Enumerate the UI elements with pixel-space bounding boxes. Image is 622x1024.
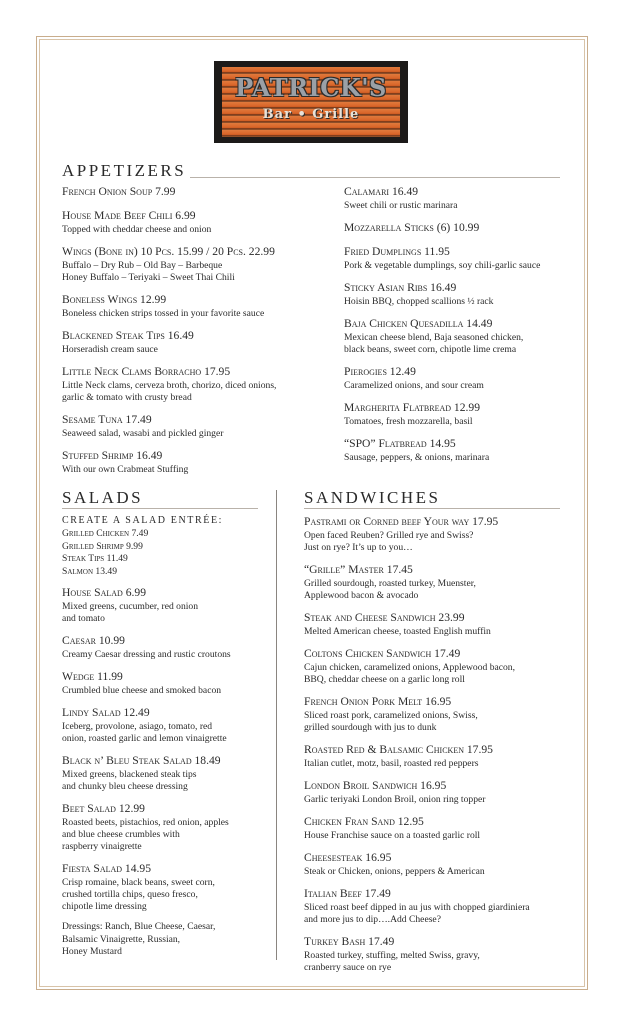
description-line: raspberry vinaigrette <box>62 841 142 852</box>
salads-heading: SALADS <box>62 488 144 507</box>
menu-item-name: Pastrami or Corned beef Your way 17.95 <box>304 515 499 528</box>
menu-item-name: Fiesta Salad 14.95 <box>62 862 152 875</box>
menu-item <box>62 328 324 356</box>
menu-item-name: Margherita Flatbread 12.99 <box>344 401 480 414</box>
description-line: and blue cheese crumbles with <box>62 829 180 840</box>
description-line: grilled sourdough with jus to dunk <box>304 722 437 733</box>
menu-item-name: Black n’ Bleu Steak Salad 18.49 <box>62 754 221 767</box>
description-line: Caramelized onions, and sour cream <box>344 380 484 391</box>
menu-item-name: Boneless Wings 12.99 <box>62 293 167 306</box>
appetizers-heading: APPETIZERS <box>62 161 187 180</box>
description-line: Sweet chili or rustic marinara <box>344 200 458 211</box>
description-line: House Franchise sauce on a toasted garlic roll <box>304 830 481 841</box>
menu-item-description <box>62 721 272 745</box>
menu-item-description <box>344 296 566 308</box>
description-line: Sliced roast beef dipped in au jus with chopped giardiniera <box>304 902 530 913</box>
salad-items <box>62 585 272 913</box>
menu-item-name: Beet Salad 12.99 <box>62 802 145 815</box>
menu-item-description <box>62 224 324 236</box>
dressings-line: Honey Mustard <box>62 946 122 957</box>
menu-item <box>62 801 272 853</box>
menu-item-description <box>62 877 272 913</box>
appetizers-rule <box>190 177 560 178</box>
menu-item-description <box>304 662 566 686</box>
menu-item <box>344 244 566 272</box>
menu-item-name: Wedge 11.99 <box>62 670 123 683</box>
menu-item <box>62 412 324 440</box>
menu-item-description <box>62 817 272 853</box>
menu-item-name: Lindy Salad 12.49 <box>62 706 150 719</box>
description-line: Steak or Chicken, onions, peppers & American <box>304 866 485 877</box>
menu-item <box>62 184 324 200</box>
menu-item-name: Calamari 16.49 <box>344 185 419 198</box>
menu-item-description <box>62 380 324 404</box>
menu-item <box>62 669 272 697</box>
menu-item-description <box>62 685 272 697</box>
description-line: Applewood bacon & avocado <box>304 590 419 601</box>
description-line: cranberry sauce on rye <box>304 962 392 973</box>
description-line: Hoisin BBQ, chopped scallions ½ rack <box>344 296 494 307</box>
description-line: Grilled sourdough, roasted turkey, Muenster, <box>304 578 476 589</box>
salads-rule <box>62 508 258 509</box>
description-line: Tomatoes, fresh mozzarella, basil <box>344 416 473 427</box>
menu-item <box>304 814 566 842</box>
description-line: onion, roasted garlic and lemon vinaigrette <box>62 733 227 744</box>
menu-item-name: Fried Dumplings 11.95 <box>344 245 450 258</box>
menu-item-name: House Salad 6.99 <box>62 586 147 599</box>
menu-item <box>62 448 324 476</box>
description-line: Roasted beets, pistachios, red onion, apples <box>62 817 229 828</box>
menu-item-name: Caesar 10.99 <box>62 634 125 647</box>
description-line: Roasted turkey, stuffing, melted Swiss, gravy, <box>304 950 480 961</box>
description-line: Buffalo – Dry Rub – Old Bay – Barbeque <box>62 260 223 271</box>
menu-item-name: Roasted Red & Balsamic Chicken 17.95 <box>304 743 493 756</box>
menu-item-name: Coltons Chicken Sandwich 17.49 <box>304 647 461 660</box>
menu-item-name: Blackened Steak Tips 16.49 <box>62 329 194 342</box>
description-line: Mixed greens, blackened steak tips <box>62 769 197 780</box>
menu-item <box>344 436 566 464</box>
menu-item <box>62 292 324 320</box>
restaurant-logo <box>214 61 408 143</box>
menu-item <box>304 646 566 686</box>
menu-item <box>62 861 272 913</box>
menu-item-description <box>304 950 566 974</box>
menu-item-description <box>344 200 566 212</box>
description-line: With our own Crabmeat Stuffing <box>62 464 189 475</box>
menu-item <box>344 400 566 428</box>
menu-item <box>304 562 566 602</box>
menu-item-name: London Broil Sandwich 16.95 <box>304 779 447 792</box>
description-line: BBQ, cheddar cheese on a garlic long roll <box>304 674 465 685</box>
menu-item-description <box>304 830 566 842</box>
menu-item-description <box>62 428 324 440</box>
menu-item-description <box>344 260 566 272</box>
dressings-line: Dressings: Ranch, Blue Cheese, Caesar, <box>62 921 216 932</box>
menu-item-description <box>62 649 272 661</box>
menu-item-description <box>344 416 566 428</box>
description-line: and more jus to dip….Add Cheese? <box>304 914 441 925</box>
appetizers-right-column <box>344 184 566 472</box>
menu-item-description <box>344 452 566 464</box>
description-line: Honey Buffalo – Teriyaki – Sweet Thai Chili <box>62 272 235 283</box>
description-line: Mixed greens, cucumber, red onion <box>62 601 199 612</box>
menu-item-description <box>304 530 566 554</box>
description-line: Mexican cheese blend, Baja seasoned chicken, <box>344 332 524 343</box>
description-line: Pork & vegetable dumplings, soy chili-garlic sauce <box>344 260 541 271</box>
menu-item-description <box>304 902 566 926</box>
description-line: black beans, sweet corn, chipotle lime crema <box>344 344 517 355</box>
description-line: Horseradish cream sauce <box>62 344 158 355</box>
menu-item-description <box>62 464 324 476</box>
menu-item <box>304 934 566 974</box>
description-line: Crisp romaine, black beans, sweet corn, <box>62 877 215 888</box>
description-line: Sausage, peppers, & onions, marinara <box>344 452 490 463</box>
menu-item-description <box>304 710 566 734</box>
menu-item <box>62 633 272 661</box>
menu-item-name: Baja Chicken Quesadilla 14.49 <box>344 317 493 330</box>
menu-item-name: Stuffed Shrimp 16.49 <box>62 449 163 462</box>
menu-item <box>304 610 566 638</box>
dressings-line: Balsamic Vinaigrette, Russian, <box>62 933 181 945</box>
menu-item <box>304 694 566 734</box>
menu-item-description <box>62 344 324 356</box>
description-line: garlic & tomato with crusty bread <box>62 392 192 403</box>
menu-item-name: Turkey Bash 17.49 <box>304 935 395 948</box>
menu-item-name: French Onion Soup 7.99 <box>62 185 176 198</box>
menu-item <box>62 585 272 625</box>
menu-item-description <box>304 794 566 806</box>
menu-item <box>304 850 566 878</box>
menu-item <box>62 753 272 793</box>
description-line: Melted American cheese, toasted English muffin <box>304 626 491 637</box>
description-line: Topped with cheddar cheese and onion <box>62 224 212 235</box>
menu-item <box>304 514 566 554</box>
logo-name: PATRICK'S <box>235 73 387 102</box>
menu-item-description <box>62 260 324 284</box>
description-line: Seaweed salad, wasabi and pickled ginger <box>62 428 224 439</box>
column-divider <box>276 490 277 960</box>
menu-item-name: Wings (Bone in) 10 Pcs. 15.99 / 20 Pcs. 22.99 <box>62 245 275 258</box>
menu-item <box>62 705 272 745</box>
menu-item <box>344 316 566 356</box>
menu-item-description <box>62 601 272 625</box>
description-line: and tomato <box>62 613 105 624</box>
menu-item-name: Sticky Asian Ribs 16.49 <box>344 281 457 294</box>
menu-item-name: French Onion Pork Melt 16.95 <box>304 695 452 708</box>
salads-column <box>62 514 272 959</box>
description-line: Little Neck clams, cerveza broth, chorizo, diced onions, <box>62 380 277 391</box>
menu-item-description <box>304 866 566 878</box>
description-line: Open faced Reuben? Grilled rye and Swiss? <box>304 530 474 541</box>
menu-item <box>344 220 566 236</box>
menu-item <box>304 742 566 770</box>
create-salad-option: Salmon 13.49 <box>62 565 117 577</box>
description-line: Garlic teriyaki London Broil, onion ring topper <box>304 794 486 805</box>
menu-item-name: Italian Beef 17.49 <box>304 887 391 900</box>
menu-item <box>344 364 566 392</box>
description-line: Creamy Caesar dressing and rustic croutons <box>62 649 231 660</box>
menu-item-name: Chicken Fran Sand 12.95 <box>304 815 424 828</box>
menu-item-description <box>344 332 566 356</box>
create-salad-option: Grilled Chicken 7.49 <box>62 528 149 539</box>
description-line: and chunky bleu cheese dressing <box>62 781 188 792</box>
description-line: Sliced roast pork, caramelized onions, Swiss, <box>304 710 478 721</box>
description-line: crushed tortilla chips, queso fresco, <box>62 889 198 900</box>
menu-item-description <box>344 380 566 392</box>
menu-item-description <box>304 758 566 770</box>
menu-item-name: “SPO” Flatbread 14.95 <box>344 437 456 450</box>
menu-item-description <box>62 308 324 320</box>
menu-item-description <box>62 769 272 793</box>
menu-item-name: Pierogies 12.49 <box>344 365 416 378</box>
create-salad-option: Grilled Shrimp 9.99 <box>62 540 143 552</box>
menu-item <box>344 184 566 212</box>
sandwiches-rule <box>304 508 560 509</box>
create-salad-heading: CREATE A SALAD ENTRÉE: <box>62 515 224 526</box>
create-salad-option: Steak Tips 11.49 <box>62 553 128 564</box>
description-line: Crumbled blue cheese and smoked bacon <box>62 685 222 696</box>
menu-item <box>304 886 566 926</box>
menu-item <box>62 208 324 236</box>
logo-subtitle: Bar • Grille <box>262 107 360 122</box>
menu-item-name: Mozzarella Sticks (6) 10.99 <box>344 221 480 234</box>
menu-item-name: “Grille” Master 17.45 <box>304 563 413 576</box>
sandwiches-heading: SANDWICHES <box>304 488 441 507</box>
menu-item <box>62 244 324 284</box>
description-line: Italian cutlet, motz, basil, roasted red peppers <box>304 758 479 769</box>
dressings-note <box>62 921 272 959</box>
menu-item <box>344 280 566 308</box>
appetizers-left-column <box>62 184 324 484</box>
menu-item-name: Little Neck Clams Borracho 17.95 <box>62 365 231 378</box>
menu-item <box>62 364 324 404</box>
description-line: Cajun chicken, caramelized onions, Applewood bacon, <box>304 662 515 673</box>
menu-item-name: Sesame Tuna 17.49 <box>62 413 152 426</box>
menu-item-description <box>304 626 566 638</box>
menu-item-name: Steak and Cheese Sandwich 23.99 <box>304 611 465 624</box>
menu-item-description <box>304 578 566 602</box>
create-salad-list <box>62 528 272 578</box>
menu-item-name: House Made Beef Chili 6.99 <box>62 209 196 222</box>
description-line: chipotle lime dressing <box>62 901 147 912</box>
menu-item <box>304 778 566 806</box>
description-line: Just on rye? It’s up to you… <box>304 542 413 553</box>
sandwiches-column <box>304 514 566 982</box>
description-line: Iceberg, provolone, asiago, tomato, red <box>62 721 213 732</box>
description-line: Boneless chicken strips tossed in your favorite sauce <box>62 308 265 319</box>
menu-item-name: Cheesesteak 16.95 <box>304 851 392 864</box>
